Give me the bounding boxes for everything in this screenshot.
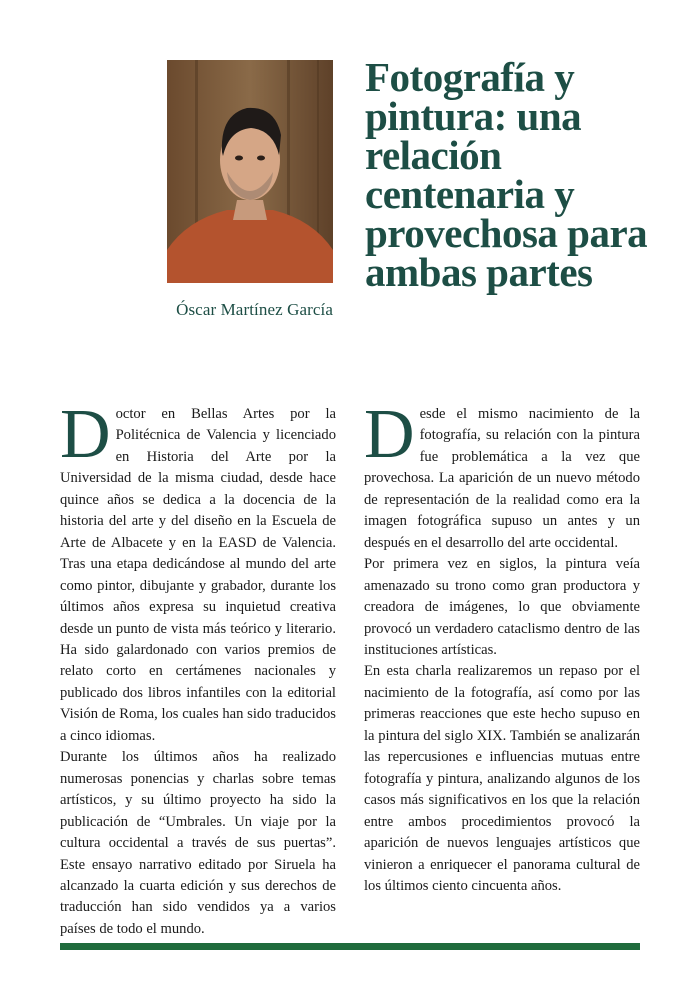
bio-paragraph-1-text: octor en Bellas Artes por la Politécnica de Valencia y licenciado en Historia del Arte por la Universidad de la misma ciudad, desde hace quince años se dedica a la docencia de la historia del arte y del diseño en la Escuela de Arte de Albacete y en la EASD de Valencia. Tras una etapa dedicándose al mundo del arte como pintor, dibujante y grabador, durante los últimos años expresa su inquietud creativa desde un punto de vista más teórico y literario. Ha sido galardonado con varios premios de relato corto en certámenes nacionales y publicado dos libros infantiles con la editorial Visión de Roma, los cuales han sido traducidos a cinco idiomas. [60,406,336,744]
bio-paragraph-2: Durante los últimos años ha realizado numerosas ponencias y charlas sobre temas artísticos, y su último proyecto ha sido la publicación de “Umbrales. Un viaje por la cultura occidental a través de sus puertas”. Este ensayo narrativo editado por Siruela ha alcanzado la cuarta edición y sus derechos de traducción han sido vendidos ya a varios países de todo el mundo. [60,749,336,937]
footer-rule [60,943,640,950]
bio-column [60,396,336,940]
bio-paragraph-1 [60,396,336,747]
author-photo [167,60,333,283]
author-name: Óscar Martínez García [176,300,333,319]
article-paragraph-2: Por primera vez en siglos, la pintura veía amenazado su trono como gran productora y creadora de imágenes, lo que obviamente provocó un verdadero cataclismo dentro de las instituciones artísticas. [364,556,640,658]
article-paragraph-1-text: esde el mismo nacimiento de la fotografía, su relación con la pintura fue problemática a la vez que provechosa. La aparición de un nuevo método de representación de la realidad como era la imagen fotográfica supuso un antes y un después en el desarrollo del arte occidental. [364,406,640,551]
bio-dropcap: D [60,396,111,473]
article-column [364,396,640,897]
article-title: Fotografía y pintura: una relación centenaria y provechosa para ambas partes [365,54,648,295]
article-paragraph-3: En esta charla realizaremos un repaso por el nacimiento de la fotografía, así como por las primeras reacciones que este hecho supuso en la pintura del siglo XIX. También se analizarán las repercusiones e influencias mutuas entre fotografía y pintura, analizando algunos de los casos más significativos en los que la relación entre ambos procedimientos provocó la aparición de nuevos lenguajes artísticos que vinieron a enriquecer el panorama cultural de los últimos ciento cincuenta años. [364,663,640,894]
article-dropcap: D [364,396,415,473]
article-paragraph-1 [364,396,640,554]
